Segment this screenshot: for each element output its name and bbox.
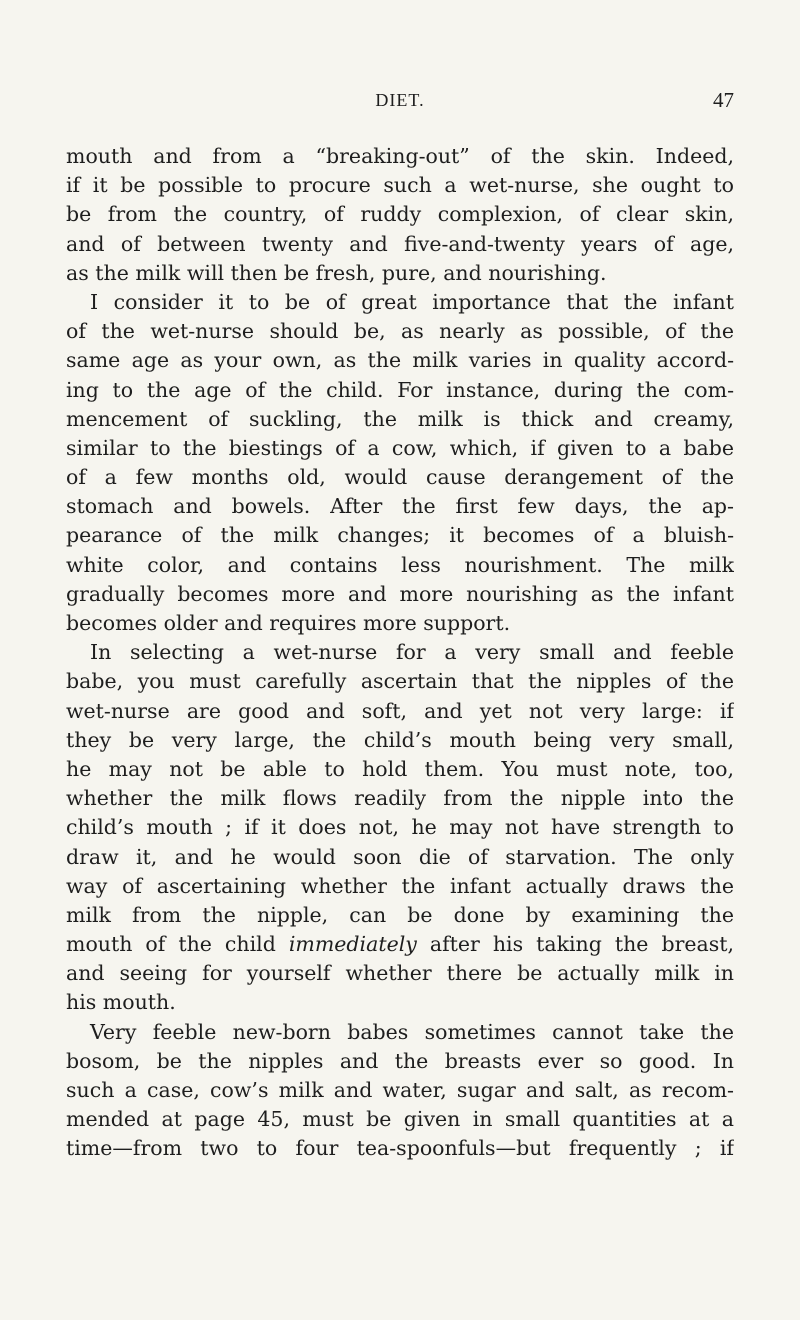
text-line: pearance of the milk changes; it becomes of a bluish- (66, 523, 734, 548)
text-line: draw it, and he would soon die of starvation. The only (66, 844, 734, 869)
text-line: child’s mouth ; if it does not, he may not have strength to (66, 815, 734, 840)
text-line: milk from the nipple, can be done by examining the (66, 902, 734, 927)
text-line: stomach and bowels. After the first few days, the ap- (66, 494, 734, 519)
text-line (66, 930, 734, 959)
text-line: I consider it to be of great importance that the infant (90, 289, 734, 314)
page-number: 47 (713, 88, 734, 112)
text-line: mended at page 45, must be given in small quantities at a (66, 1107, 734, 1132)
emphasis-word: immediately (288, 932, 417, 957)
text-line: be from the country, of ruddy complexion, of clear skin, (66, 202, 734, 227)
text-line: they be very large, the child’s mouth being very small, (66, 727, 734, 752)
text-line: white color, and contains less nourishment. The milk (66, 552, 734, 577)
text-segment: after his taking the breast, (416, 932, 734, 957)
text-line: Very feeble new-born babes sometimes cannot take the (90, 1019, 734, 1044)
text-line: wet-nurse are good and soft, and yet not very large: if (66, 698, 734, 723)
body-text (66, 142, 734, 1164)
text-line: mencement of suckling, the milk is thick and creamy, (66, 406, 734, 431)
text-line: ing to the age of the child. For instance, during the com- (66, 377, 734, 402)
text-line: he may not be able to hold them. You must note, too, (66, 756, 734, 781)
text-line: becomes older and requires more support. (66, 611, 511, 635)
text-line: bosom, be the nipples and the breasts ever so good. In (66, 1048, 734, 1073)
text-line: his mouth. (66, 990, 176, 1015)
text-line: whether the milk flows readily from the nipple into the (66, 786, 734, 811)
text-line: time—from two to four tea-spoonfuls—but frequently ; if (66, 1136, 734, 1161)
text-line: if it be possible to procure such a wet-nurse, she ought to (66, 173, 734, 198)
text-line: similar to the biestings of a cow, which, if given to a babe (66, 435, 734, 460)
text-line: In selecting a wet-nurse for a very small and feeble (90, 640, 734, 665)
text-line: and seeing for yourself whether there be actually milk in (66, 961, 734, 986)
text-line: of the wet-nurse should be, as nearly as possible, of the (66, 319, 734, 344)
text-line: as the milk will then be fresh, pure, and nourishing. (66, 260, 607, 285)
text-line: gradually becomes more and more nourishing as the infant (66, 581, 734, 606)
running-head (66, 90, 734, 116)
text-line: same age as your own, as the milk varies in quality accord- (66, 348, 734, 373)
text-line: mouth and from a “breaking-out” of the skin. Indeed, (66, 144, 734, 168)
text-line: way of ascertaining whether the infant actually draws the (66, 873, 734, 898)
text-line: of a few months old, would cause derangement of the (66, 465, 734, 490)
text-line: such a case, cow’s milk and water, sugar and salt, as recom- (66, 1078, 734, 1102)
text-line: and of between twenty and five-and-twenty years of age, (66, 231, 734, 256)
text-segment: mouth of the child (66, 932, 289, 957)
text-line: babe, you must carefully ascertain that the nipples of the (66, 669, 734, 694)
chapter-title: DIET. (375, 90, 425, 110)
